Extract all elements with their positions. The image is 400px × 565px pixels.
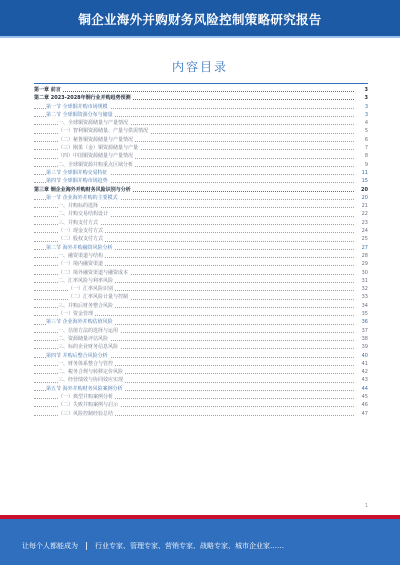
toc-entry-page: 32: [361, 286, 368, 293]
toc-entry-page: 31: [361, 277, 368, 284]
page-header: [0, 0, 400, 36]
toc-entry-text: 第一节 企业海外并购的主要模式: [46, 194, 118, 201]
toc-entry[interactable]: [34, 219, 368, 227]
toc-entry-page: 7: [364, 145, 368, 152]
toc-entry-text: （二）境外融资渠道与融资成本: [58, 269, 129, 276]
toc-entry-text: 第二节 海外并购融资风险分析: [46, 244, 113, 251]
toc-entry-page: 6: [364, 136, 368, 143]
toc-entry-text: （二）秘鲁铜资源储量与产量情况: [58, 136, 134, 143]
toc-entry-text: （一）典型并购案例分析: [58, 393, 114, 400]
report-title: 铜企业海外并购财务风险控制策略研究报告: [78, 12, 322, 27]
toc-entry-text: 第三节 企业海外并购估值风险: [46, 319, 113, 326]
toc-entry[interactable]: [34, 202, 368, 210]
toc-entry-text: （二）失败并购案例与启示: [58, 402, 119, 409]
toc-entry-page: 44: [361, 385, 368, 392]
toc-entry-text: （一）汇率风险识别: [68, 286, 114, 293]
toc-entry-text: 一、估值方法的选择与运用: [58, 327, 119, 334]
footer-slogan-left: 让每个人都能成为: [22, 542, 78, 550]
toc-entry-page: 5: [364, 128, 368, 135]
toc-entry-text: 三、并购支付方式: [58, 219, 99, 226]
toc-entry-text: 二、并购交易结构设计: [58, 211, 109, 218]
toc-entry-page: 3: [364, 103, 368, 110]
toc-entry[interactable]: [34, 360, 368, 368]
toc-entry-text: 二、资源储量评估风险: [58, 335, 109, 342]
toc-entry-text: 二、全球铜资源并购重点区域分析: [58, 161, 134, 168]
toc-entry[interactable]: [34, 227, 368, 235]
toc-entry[interactable]: [34, 194, 368, 202]
toc-entry[interactable]: [34, 210, 368, 218]
toc-entry[interactable]: [34, 376, 368, 384]
toc-entry[interactable]: [34, 144, 368, 152]
toc-entry[interactable]: [34, 269, 368, 277]
toc-entry[interactable]: [34, 310, 368, 318]
toc-entry-text: 第一章 前言: [34, 87, 61, 93]
toc-entry-page: 21: [361, 203, 368, 210]
toc-entry-text: 第五节 海外并购财务风险案例分析: [46, 385, 123, 392]
toc-entry-page: 4: [364, 120, 368, 127]
toc-entry-page: 35: [361, 311, 368, 318]
toc-entry[interactable]: [34, 277, 368, 285]
toc-entry-text: （三）刚果（金）铜资源储量与产量: [58, 145, 139, 152]
toc-entry-text: 第二节 全球铜资源分布与储量: [46, 111, 113, 118]
toc-entry-page: 3: [364, 95, 368, 102]
toc-entry-page: 27: [361, 244, 368, 251]
toc-entry-page: 3: [364, 111, 368, 118]
toc-entry[interactable]: [34, 169, 368, 177]
toc-entry[interactable]: [34, 177, 368, 185]
toc-leader-dots: [34, 91, 354, 92]
toc-entry-text: 第四节 全球铜并购市场趋势: [46, 178, 108, 185]
toc-entry-text: 二、税务合规与转移定价风险: [58, 369, 124, 376]
toc-entry-page: 23: [361, 219, 368, 226]
toc-entry-page: 11: [361, 169, 368, 176]
toc-entry[interactable]: [34, 410, 368, 418]
footer-slogan-right: 行业专家、管理专家、营销专家、战略专家、城市企业家……: [95, 542, 284, 550]
toc-entry-page: 33: [361, 294, 368, 301]
toc-entry-text: （四）中国铜资源储量与产量情况: [58, 153, 134, 160]
toc-entry[interactable]: [34, 293, 368, 301]
toc-entry-text: 第二章 2023-2028年铜行业并购趋势预测: [34, 95, 131, 102]
header-divider: [0, 36, 400, 38]
toc-entry-page: 46: [361, 402, 368, 409]
toc-entry-text: （一）境内融资渠道: [58, 261, 104, 268]
toc-entry[interactable]: [34, 327, 368, 335]
toc-entry-page: 40: [361, 352, 368, 359]
toc-entry-text: 三、标的企业财务信息风险: [58, 344, 119, 351]
toc-entry-text: 一、融资渠道与结构: [58, 252, 104, 259]
toc-entry-text: （一）资金管理: [58, 311, 94, 318]
toc-entry-page: 42: [361, 369, 368, 376]
toc-entry-text: （三）风险控制经验总结: [58, 410, 114, 417]
toc-entry-text: （一）现金支付方式: [58, 228, 104, 235]
toc-entry[interactable]: [34, 152, 368, 160]
toc-entry-page: 22: [361, 211, 368, 218]
toc-entry-page: 47: [361, 410, 368, 417]
toc-entry-text: （一）智利铜资源储量、产量与供需情况: [58, 128, 149, 135]
toc-entry-page: 24: [361, 228, 368, 235]
toc-entry[interactable]: [34, 302, 368, 310]
toc-entry-page: 34: [361, 302, 368, 309]
toc-entry[interactable]: [34, 352, 368, 360]
toc-entry-text: 第一节 全球铜并购市场规模: [46, 103, 108, 110]
table-of-contents: [34, 86, 368, 418]
toc-entry-text: 第三节 全球铜并购交易特征: [46, 169, 108, 176]
toc-entry-page: 15: [361, 178, 368, 185]
toc-entry-page: 30: [361, 269, 368, 276]
toc-entry-text: 一、全球铜资源储量与产量情况: [58, 120, 129, 127]
toc-entry-page: 43: [361, 377, 368, 384]
toc-entry-page: 8: [364, 153, 368, 160]
toc-entry-text: （二）股权支付方式: [58, 236, 104, 243]
toc-entry[interactable]: [34, 401, 368, 409]
toc-entry-page: 41: [361, 360, 368, 367]
toc-entry-text: （二）汇率风险计量与控制: [68, 294, 129, 301]
toc-entry-page: 20: [361, 194, 368, 201]
toc-entry-page: 29: [361, 261, 368, 268]
toc-entry[interactable]: [34, 368, 368, 376]
toc-entry[interactable]: [34, 318, 368, 326]
toc-entry[interactable]: [34, 186, 368, 194]
toc-entry-text: 一、财务体系整合与管控: [58, 360, 114, 367]
toc-entry[interactable]: [34, 161, 368, 169]
toc-entry-page: 25: [361, 236, 368, 243]
toc-entry-page: 38: [361, 335, 368, 342]
toc-heading: 内容目录: [171, 60, 228, 74]
toc-entry-text: 第三章 铜企业海外并购财务风险识别与分析: [34, 186, 131, 193]
toc-entry-text: 一、并购标的选择: [58, 203, 99, 210]
toc-entry-text: 三、并购后财务整合风险: [58, 302, 114, 309]
toc-entry-page: 37: [361, 327, 368, 334]
toc-entry[interactable]: [34, 103, 368, 111]
footer-separator: [86, 542, 87, 550]
toc-entry-page: 3: [364, 87, 368, 93]
toc-entry[interactable]: [34, 127, 368, 135]
toc-entry[interactable]: [34, 343, 368, 351]
page-number: 1: [364, 503, 368, 509]
toc-entry-page: 9: [364, 161, 368, 168]
toc-entry[interactable]: [34, 86, 368, 94]
toc-entry-page: 36: [361, 319, 368, 326]
toc-entry-text: 第四节 并购后整合风险分析: [46, 352, 108, 359]
toc-divider: [34, 83, 368, 84]
toc-entry[interactable]: [34, 285, 368, 293]
toc-entry[interactable]: [34, 244, 368, 252]
toc-entry-text: 二、汇率风险与利率风险: [58, 277, 114, 284]
footer-slogan: [22, 541, 284, 551]
toc-entry[interactable]: [34, 235, 368, 243]
toc-entry-page: 39: [361, 344, 368, 351]
toc-entry[interactable]: [34, 119, 368, 127]
toc-entry-text: 三、经营绩效与协同效应实现: [58, 377, 124, 384]
toc-entry[interactable]: [34, 393, 368, 401]
toc-entry[interactable]: [34, 260, 368, 268]
toc-entry-page: 28: [361, 252, 368, 259]
toc-entry[interactable]: [34, 136, 368, 144]
toc-entry-page: 45: [361, 393, 368, 400]
toc-entry-page: 20: [361, 186, 368, 193]
toc-entry[interactable]: [34, 252, 368, 260]
toc-entry[interactable]: [34, 335, 368, 343]
toc-entry[interactable]: [34, 94, 368, 102]
toc-entry[interactable]: [34, 111, 368, 119]
toc-entry[interactable]: [34, 385, 368, 393]
